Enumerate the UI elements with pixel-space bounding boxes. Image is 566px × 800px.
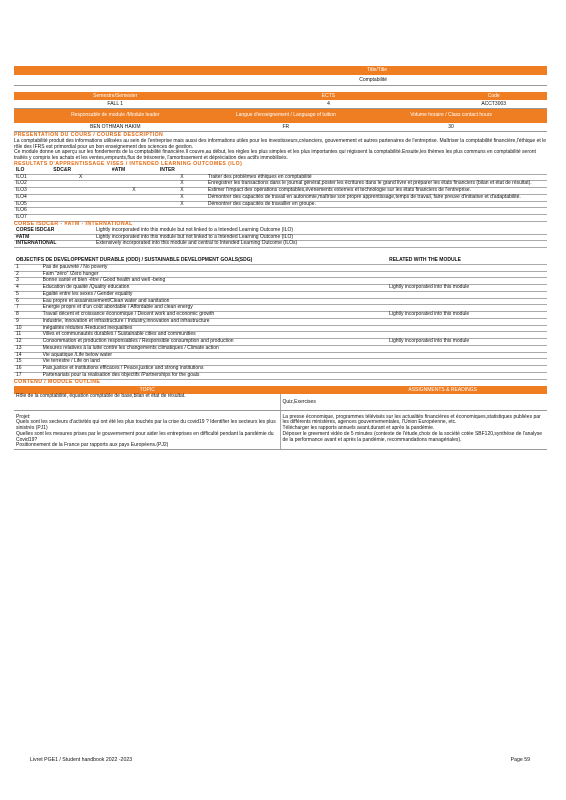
ilo-text: Démontrer des capacités de travail en autonomie,maîtrise son propre apprentissage,temps de travail, faire preuve d'initiative et d'adaptabilité.	[206, 194, 547, 201]
ilo-inter-mark: X	[158, 181, 206, 188]
sdg-goal: Industrie, innovation et infrastructure / Industry,innovation and infrastructure	[41, 318, 387, 325]
sdg-goal: Energie propre et d'un coût abordable / Affordable and clean energy	[41, 305, 387, 312]
leader-value-row	[14, 123, 547, 132]
content-row-2	[14, 411, 547, 451]
ilo-text: Enregistrer les transactions dans le journal général,poster les écritures dans le grand livre et préparer les états financiers (bilan et état de résultat).	[206, 181, 547, 188]
sdg-related	[387, 264, 547, 271]
sdg-goal: Bonne santé et bien -être / Good health and well -being	[41, 278, 387, 285]
legend-text: Extensively incorporated into this module and central to Intended Learning Outcome (ILOs)	[94, 241, 547, 248]
ilo-sdcr-mark: X	[51, 174, 110, 181]
sdg-goal: Eau propre et assainissement/Clean water and sanitation	[41, 298, 387, 305]
sdg-number: 8	[14, 312, 41, 319]
topic-header: TOPIC	[139, 386, 155, 393]
sdg-goal: Consommation et production responsables / Responsible consumption and production	[41, 339, 387, 346]
hours-value: 30	[448, 124, 454, 130]
ilo-inter-mark: X	[158, 194, 206, 201]
sdg-number: 14	[14, 352, 41, 359]
ilo-table	[14, 168, 547, 222]
ilo-col-header: ILO	[14, 168, 51, 174]
ilo-text: Estimer l'impact des opérations comptables,événements externes et technologie sur les états financiers de l'entreprise.	[206, 188, 547, 195]
sdg-number: 9	[14, 318, 41, 325]
legend-key: CORSE ISDC&R	[14, 228, 94, 234]
sdg-related	[387, 291, 547, 298]
ilo-inter-mark: X	[158, 174, 206, 181]
leader-label: Responsable de module /Module leader	[71, 112, 160, 119]
sdg-related	[387, 345, 547, 352]
legend-text: Lightly incorporated into this module but not linked to a Intended Learning Outcome (ILO)	[94, 234, 547, 241]
sdg-number: 6	[14, 298, 41, 305]
sdg-number: 3	[14, 278, 41, 285]
legend-title: CORSE ISDC&R - #ATM - INTERNATIONAL	[14, 220, 133, 227]
sdg-number: 15	[14, 359, 41, 366]
sdg-related	[387, 352, 547, 359]
ilo-atm-mark: X	[110, 188, 158, 195]
sdg-goal: Villes et communautés durables / Sustainable cities and communities	[41, 332, 387, 339]
ilo-atm-mark	[110, 194, 158, 201]
sdg-goal: Faim "zéro" /Zero hunger	[41, 271, 387, 278]
sdg-related-header: RELATED WITH THE MODULE	[387, 258, 547, 264]
content-row-1	[14, 394, 547, 411]
sdg-related	[387, 298, 547, 305]
ilo-inter-mark	[158, 208, 206, 215]
legend-key: #ATM	[14, 234, 94, 241]
assign-2: La presse économique, programmes télévisés sur les actualités financières et économiques,statistiques publiées par les différents ministères, agences gouvernementales, l'Union Européenne, etc. Télécharger les rapports annuels avant,durant et après la pandémie. Déposer le greement vidéo de 5 minutes (contexte de l'étude,choix de la société cotée SBF120,synthèse de l'analyse de la performance avant et après la pandémie, recommandations managériales).	[282, 413, 543, 443]
sdg-body	[14, 264, 547, 379]
sdg-related	[387, 271, 547, 278]
title-label: Title/Title	[367, 67, 387, 73]
sdg-goal: Vie aquatique /Life below water	[41, 352, 387, 359]
hours-label: Volume horaire / Class contact hours	[410, 112, 492, 119]
ilo-id: ILO4	[14, 194, 51, 201]
sdg-goal: Travail décent et croissance économique / Decent work and economic growth	[41, 312, 387, 319]
ilo-sdcr-mark	[51, 201, 110, 208]
sdg-title: OBJECTIFS DE DEVELOPPEMENT DURABLE (ODD) / SUSTAINABLE DEVELOPMENT GOALS(SDG)	[14, 258, 387, 264]
sdcr-col-header: SDC&R	[51, 168, 110, 174]
ects-value: 4	[327, 101, 330, 107]
sdg-number: 10	[14, 325, 41, 332]
presentation-paragraph-1: La comptabilité produit des informations utilisées au sein de l'entreprise mais aussi des informations utiles pour les investisseurs,créanciers, gouvernement et autres partenaires de l'entreprise. Maîtriser la comptabilité financière,l'éthique et le rôle des IFRS est primordial pour un bon enseignement des sciences de gestion.	[14, 137, 547, 150]
sdg-goal: Partenariats pour la réalisation des objectifs /Partnerships for the goals	[41, 372, 387, 379]
ilo-atm-mark	[110, 201, 158, 208]
footer-page-number: Page 59	[510, 757, 530, 763]
sdg-goal: Education de qualité /Quality education	[41, 285, 387, 292]
ilo-id: ILO5	[14, 201, 51, 208]
ilo-inter-mark	[158, 215, 206, 222]
course-sheet	[14, 66, 547, 450]
sdg-table	[14, 258, 547, 380]
sdg-goal: Pas de pauvreté / No poverty	[41, 264, 387, 271]
ilo-atm-mark	[110, 174, 158, 181]
presentation-title: PRESENTATION DU COURS / COURSE DESCRIPTION	[14, 132, 164, 138]
sdg-goal: Vie terrestre / Life on land	[41, 359, 387, 366]
sdg-number: 11	[14, 332, 41, 339]
code-label: Code	[487, 93, 500, 99]
ilo-sdcr-mark	[51, 208, 110, 215]
sdg-number: 1	[14, 264, 41, 271]
sdg-number: 4	[14, 285, 41, 292]
course-title-row	[14, 75, 547, 86]
ilo-atm-mark	[110, 208, 158, 215]
ilo-row	[14, 208, 547, 215]
sdg-related	[387, 325, 547, 332]
sdg-goal: Paix,justice et institutions efficaces / Peace,justice and strong institutions	[41, 366, 387, 373]
sdg-number: 12	[14, 339, 41, 346]
sdg-goal: Mesures relatives à la lutte contre les changements climatiques / Climate action	[41, 345, 387, 352]
sdg-related	[387, 318, 547, 325]
sdg-related	[387, 359, 547, 366]
leader-value: BEN OTHMAN HAKIM	[89, 124, 141, 130]
ilo-body	[14, 174, 547, 221]
sdg-number: 5	[14, 291, 41, 298]
semester-label: Semestre/Semester	[93, 93, 138, 99]
sdg-goal: Inégalités réduites /Reduced inequalities	[41, 325, 387, 332]
semester-header-row	[14, 92, 547, 100]
legend-body	[14, 228, 547, 248]
atm-col-header: #ATM	[110, 168, 158, 174]
semester-value: FALL 1	[107, 101, 124, 107]
sdg-related: Lightly incorporated into this module	[387, 285, 547, 292]
sdg-related	[387, 366, 547, 373]
ilo-sdcr-mark	[51, 181, 110, 188]
code-value: ACCT3003	[481, 101, 507, 107]
legend-text: Lightly incorporated into this module but not linked to a Intended Learning Outcome (ILO)	[94, 228, 547, 234]
language-value: FR	[282, 124, 290, 130]
language-label: Langue d'enseignement / Language of tuition	[235, 112, 336, 119]
ilo-text: Démontrer des capacités de travailler en groupe.	[206, 201, 547, 208]
ilo-id: ILO6	[14, 208, 51, 215]
sdg-related: Lightly incorporated into this module	[387, 339, 547, 346]
ilo-id: ILO1	[14, 174, 51, 181]
topic-2: Projet: Quels sont les secteurs d'activités qui ont été les plus touchés par la crise du covid19 ? Identifier les secteurs les plus sinistrés (PJ1) Quelles sont les mesures prises par le gouvernement pour aider les entreprises en difficulté pendant la pandémie du Covid19? Positionnement de la France par rapports aux pays Européens.(PJ2)	[14, 411, 281, 450]
ilo-text	[206, 208, 547, 215]
ilo-inter-mark: X	[158, 188, 206, 195]
sdg-related	[387, 372, 547, 379]
semester-value-row	[14, 100, 547, 109]
topic-1: Rôle de la comptabilité, équation comptable de base,bilan et état de résultat.	[14, 394, 281, 410]
assign-header: ASSIGNMENTS & READINGS	[408, 386, 477, 393]
footer-handbook: Livret PGE1 / Student handbook 2022 -2023	[30, 757, 133, 763]
leader-header-row	[14, 109, 547, 123]
sdg-number: 16	[14, 366, 41, 373]
title-bar	[14, 66, 547, 75]
ilo-text	[206, 215, 547, 222]
ilo-id: ILO2	[14, 181, 51, 188]
sdg-number: 13	[14, 345, 41, 352]
legend-key: INTERNATIONAL	[14, 241, 94, 248]
ilo-sdcr-mark	[51, 188, 110, 195]
ilo-id: ILO3	[14, 188, 51, 195]
sdg-number: 17	[14, 372, 41, 379]
sdg-goal: Egalité entre les sexes / Gender equality	[41, 291, 387, 298]
ilo-title: RESULTATS D'APPRENTISSAGE VISES / INTENDED LEARNING OUTCOMES (ILO)	[14, 160, 243, 167]
course-title: Comptabilité	[359, 77, 387, 83]
sdg-number: 2	[14, 271, 41, 278]
assign-1: Quiz,Exercises	[282, 398, 316, 405]
sdg-number: 7	[14, 305, 41, 312]
page-footer	[30, 758, 530, 764]
legend-row	[14, 241, 547, 248]
sdg-related: Lightly incorporated into this module	[387, 312, 547, 319]
ilo-row	[14, 201, 547, 208]
ilo-text: Traiter des problèmes éthiques en comptabilité	[206, 174, 547, 181]
inter-col-header: INTER	[158, 168, 206, 174]
content-title: CONTENU / MODULE OUTLINE	[14, 378, 101, 385]
legend-table	[14, 228, 547, 248]
presentation-paragraph-2: Ce module donne un aperçu sur les fondements de la comptabilité financière.Il couvre,au début, les règles les plus simples et les plus importantes qui régissent la comptabilité.Ensuite,les thèmes les plus communs en comptabilité seront traités y compris les achats et les ventes,emprunts,flux de trésorerie, l'amortissement et dépréciation des actifs immobilisés.	[14, 149, 536, 162]
ilo-id: ILO7	[14, 215, 51, 222]
ilo-inter-mark: X	[158, 201, 206, 208]
ects-label: ECTS	[321, 93, 336, 99]
ilo-sdcr-mark	[51, 194, 110, 201]
